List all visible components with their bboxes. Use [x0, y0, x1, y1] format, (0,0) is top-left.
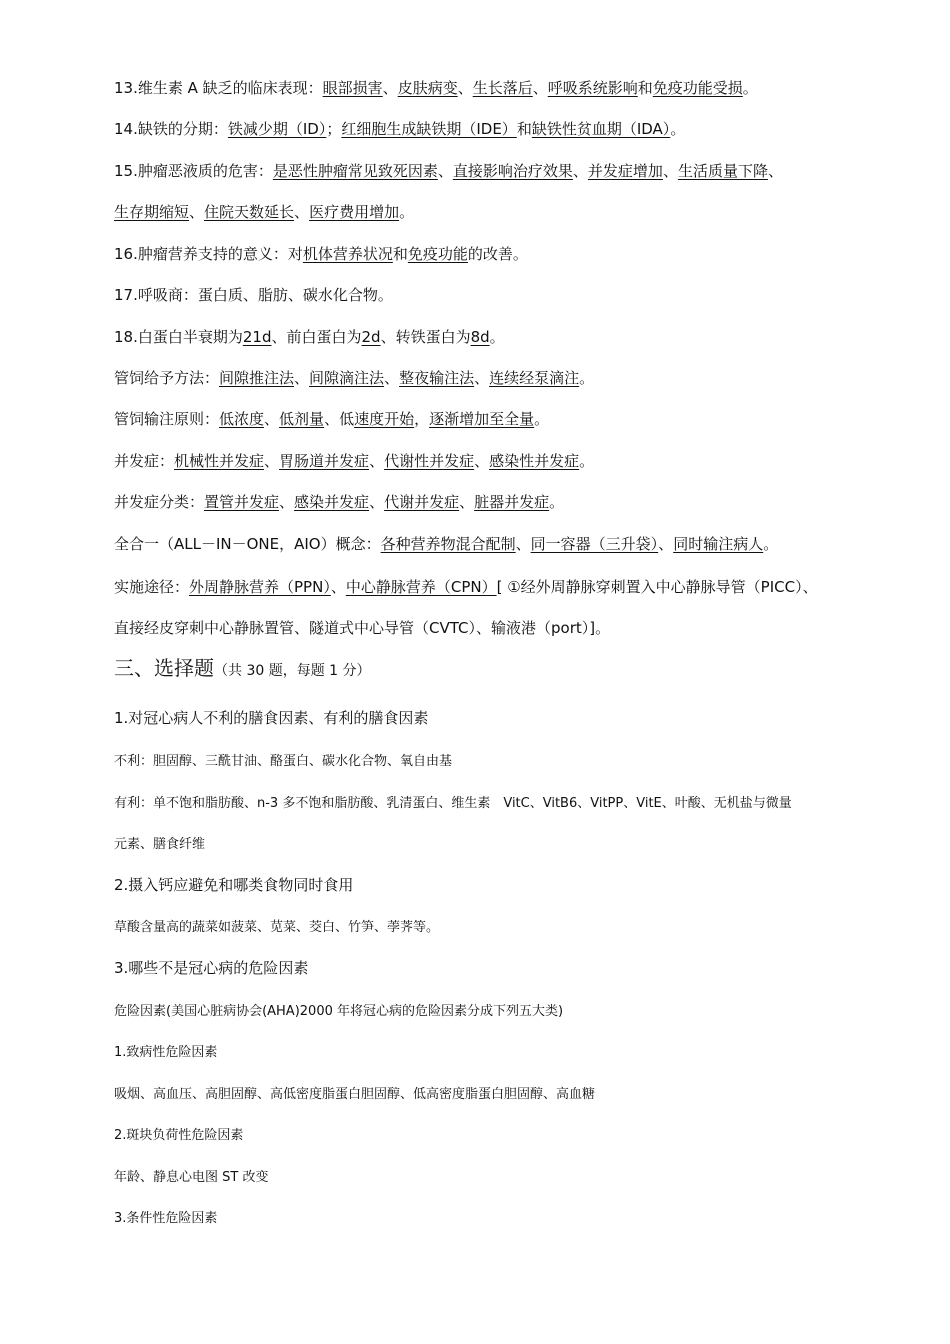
- answer: 间隙推注法: [219, 369, 295, 387]
- tube-methods-label: 管饲给予方法：: [114, 369, 220, 387]
- risk-category-3: 3.条件性危险因素: [114, 1211, 218, 1226]
- complication-classes: [114, 491, 894, 513]
- sep: 。: [489, 328, 505, 346]
- sep: 。: [579, 452, 595, 470]
- sep: 、: [279, 493, 295, 511]
- answer: 机械性并发症: [174, 452, 265, 470]
- complication-classes-label: 并发症分类：: [114, 493, 205, 511]
- sep: 。: [399, 203, 415, 221]
- complications: [114, 450, 894, 472]
- routes-label: 实施途径：: [114, 578, 190, 596]
- risk-category-2-values: 年龄、静息心电图 ST 改变: [114, 1170, 269, 1185]
- sep: 、: [384, 369, 400, 387]
- answer: 同时输注病人: [673, 535, 764, 553]
- sep: 、: [662, 162, 678, 180]
- answer: 整夜输注法: [399, 369, 475, 387]
- item-18-label: 18.白蛋白半衰期为: [114, 328, 243, 346]
- complications-label: 并发症：: [114, 452, 175, 470]
- sep: 和: [392, 245, 408, 263]
- answer: 眼部损害: [322, 79, 383, 97]
- answer: 2d: [361, 328, 381, 346]
- sep: 、: [382, 79, 398, 97]
- sep: 、: [264, 452, 280, 470]
- sep: 、: [459, 493, 475, 511]
- answer: 皮肤病变: [397, 79, 458, 97]
- answer: 感染并发症: [294, 493, 370, 511]
- item-15-cont: [114, 201, 894, 223]
- aio-label: 全合一（ALL－IN－ONE，AIO）概念：: [114, 535, 381, 553]
- sep: 、: [767, 162, 783, 180]
- sep: 和: [516, 120, 532, 138]
- answer: 免疫功能: [407, 245, 468, 263]
- routes-rest: [ ①经外周静脉穿刺置入中心静脉导管（PICC）、: [496, 578, 818, 596]
- sep: 、: [330, 578, 346, 596]
- answer: 感染性并发症: [489, 452, 580, 470]
- risk-category-1-values: 吸烟、高血压、高胆固醇、高低密度脂蛋白胆固醇、低高密度脂蛋白胆固醇、高血糖: [114, 1087, 596, 1102]
- sep: 的改善。: [467, 245, 528, 263]
- answer: 脏器并发症: [474, 493, 550, 511]
- answer: 速度开始: [354, 410, 415, 428]
- item-18: [114, 326, 894, 348]
- answer: 8d: [470, 328, 490, 346]
- sep: 、: [437, 162, 453, 180]
- answer: 生活质量下降: [677, 162, 768, 180]
- sep: 、: [474, 452, 490, 470]
- item-13-label: 13.维生素 A 缺乏的临床表现：: [114, 79, 323, 97]
- sep: 。: [670, 120, 686, 138]
- risk-category-2: 2.斑块负荷性危险因素: [114, 1128, 244, 1143]
- question-1-good-cont: 元素、膳食纤维: [114, 837, 206, 852]
- sep: 、: [457, 79, 473, 97]
- sep: 、转铁蛋白为: [380, 328, 471, 346]
- sep: 、: [532, 79, 548, 97]
- item-16-label: 16.肿瘤营养支持的意义：对: [114, 245, 303, 263]
- answer: 免疫功能受损: [652, 79, 743, 97]
- item-16: [114, 243, 894, 265]
- answer: 低剂量: [279, 410, 325, 428]
- section-3-note: （共 30 题，每题 1 分）: [214, 663, 371, 679]
- all-in-one-concept: [114, 533, 894, 555]
- tube-feeding-principles: [114, 408, 894, 430]
- question-2-answer: 草酸含量高的蔬菜如菠菜、苋菜、茭白、竹笋、荸荠等。: [114, 920, 440, 935]
- answer: 住院天数延长: [204, 203, 295, 221]
- answer: 各种营养物混合配制: [380, 535, 516, 553]
- item-15-label: 15.肿瘤恶液质的危害：: [114, 162, 273, 180]
- tube-feeding-methods: [114, 367, 894, 389]
- section-3-heading: [114, 654, 894, 685]
- sep: 。: [763, 535, 779, 553]
- sep: 、: [369, 493, 385, 511]
- sep: 、: [294, 369, 310, 387]
- answer: 外周静脉营养（PPN）: [189, 578, 331, 596]
- sep: 、: [474, 369, 490, 387]
- sep: 、: [264, 410, 280, 428]
- answer: 红细胞生成缺铁期（IDE）: [341, 120, 517, 138]
- answer: 同一容器（三升袋）: [530, 535, 659, 553]
- item-15: [114, 160, 894, 182]
- question-1-bad: 不利：胆固醇、三酰甘油、酪蛋白、碳水化合物、氧自由基: [114, 754, 453, 769]
- answer: 是恶性肿瘤常见致死因素: [272, 162, 438, 180]
- sep: 、: [369, 452, 385, 470]
- tube-principles-label: 管饲输注原则：: [114, 410, 220, 428]
- answer: 中心静脉营养（CPN）: [345, 578, 497, 596]
- answer: 生存期缩短: [114, 203, 190, 221]
- question-3-intro: 危险因素(美国心脏病协会(AHA)2000 年将冠心病的危险因素分成下列五大类): [114, 1004, 564, 1019]
- answer: 代谢性并发症: [384, 452, 475, 470]
- answer: 呼吸系统影响: [547, 79, 638, 97]
- answer: 代谢并发症: [384, 493, 460, 511]
- question-1-title: 1.对冠心病人不利的膳食因素、有利的膳食因素: [114, 709, 429, 727]
- sep: ，: [414, 410, 430, 428]
- section-3-title: 三、选择题: [114, 656, 214, 680]
- sep: ；: [326, 120, 342, 138]
- sep: 、前白蛋白为: [271, 328, 362, 346]
- answer: 逐渐增加至全量: [429, 410, 535, 428]
- sep: 、: [572, 162, 588, 180]
- item-14-label: 14.缺铁的分期：: [114, 120, 228, 138]
- answer: 机体营养状况: [302, 245, 393, 263]
- sep: 。: [549, 493, 565, 511]
- item-13: [114, 77, 894, 99]
- sep: 。: [579, 369, 595, 387]
- answer: 生长落后: [472, 79, 533, 97]
- implementation-routes-cont: 直接经皮穿刺中心静脉置管、隧道式中心导管（CVTC）、输液港（port）]。: [114, 619, 611, 637]
- sep: 、: [189, 203, 205, 221]
- answer: 铁减少期（ID）: [227, 120, 327, 138]
- answer: 置管并发症: [204, 493, 280, 511]
- implementation-routes: [114, 576, 894, 598]
- sep: 、: [515, 535, 531, 553]
- question-3-title: 3.哪些不是冠心病的危险因素: [114, 959, 309, 977]
- sep: 、低: [324, 410, 355, 428]
- risk-category-1: 1.致病性危险因素: [114, 1045, 218, 1060]
- answer: 间隙滴注法: [309, 369, 385, 387]
- sep: 。: [534, 410, 550, 428]
- answer: 低浓度: [219, 410, 265, 428]
- sep: 。: [742, 79, 758, 97]
- answer: 缺铁性贫血期（IDA）: [531, 120, 671, 138]
- answer: 直接影响治疗效果: [452, 162, 573, 180]
- question-2-title: 2.摄入钙应避免和哪类食物同时食用: [114, 876, 354, 894]
- item-14: [114, 118, 894, 140]
- answer: 连续经泵滴注: [489, 369, 580, 387]
- sep: 、: [658, 535, 674, 553]
- answer: 胃肠道并发症: [279, 452, 370, 470]
- sep: 和: [637, 79, 653, 97]
- question-1-good: 有利：单不饱和脂肪酸、n-3 多不饱和脂肪酸、乳清蛋白、维生素 VitC、VitB6、VitPP、VitE、叶酸、无机盐与微量: [114, 796, 792, 811]
- item-17: 17.呼吸商：蛋白质、脂肪、碳水化合物。: [114, 286, 393, 304]
- answer: 并发症增加: [587, 162, 663, 180]
- sep: 、: [294, 203, 310, 221]
- answer: 医疗费用增加: [309, 203, 400, 221]
- answer: 21d: [242, 328, 272, 346]
